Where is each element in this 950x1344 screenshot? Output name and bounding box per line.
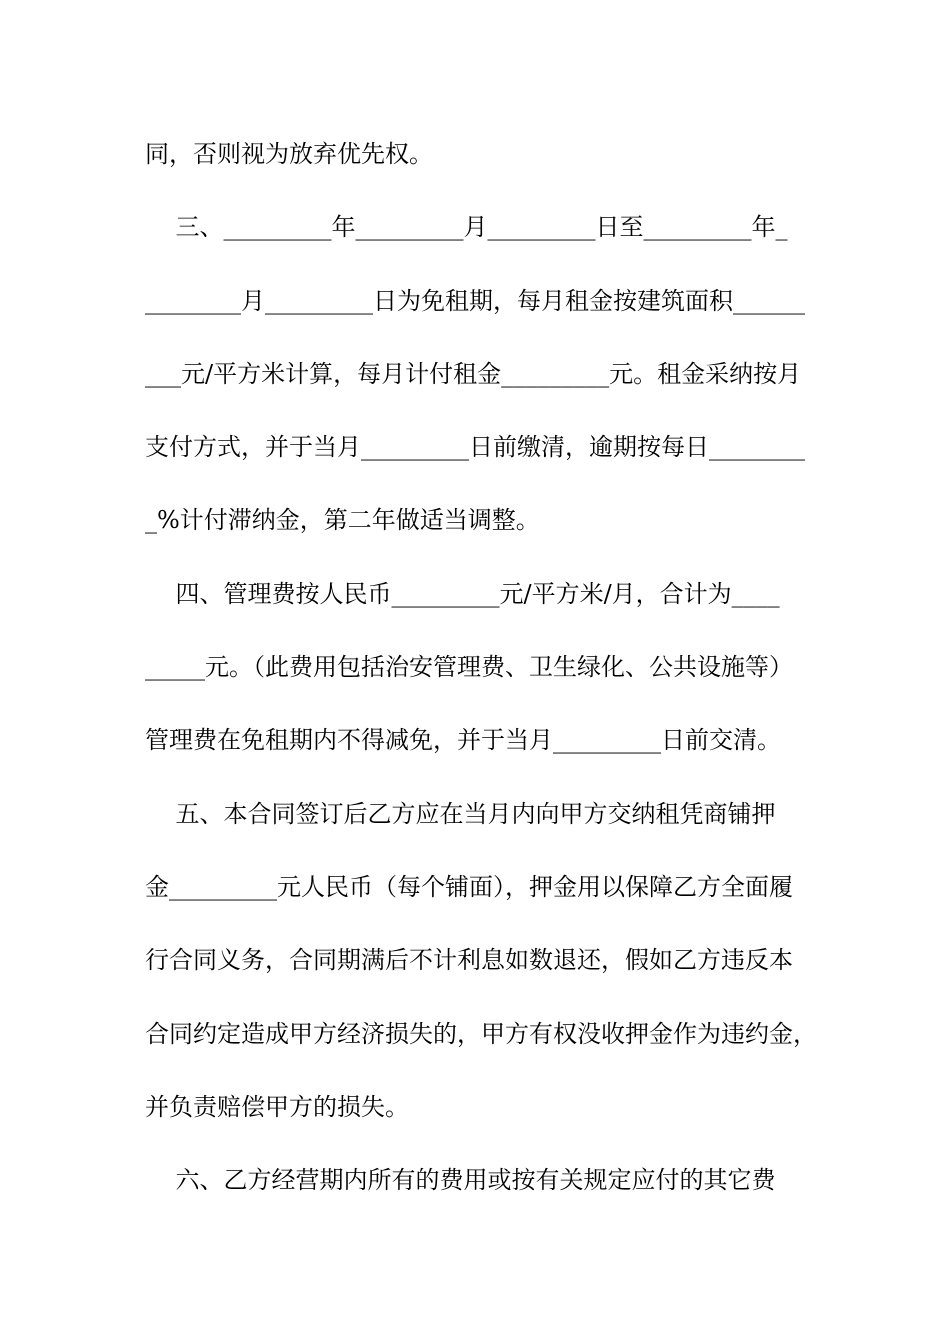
text-line: 五、本合同签订后乙方应在当月内向甲方交纳租凭商铺押 [145,799,776,828]
text-line: 并负责赔偿甲方的损失。 [145,1092,409,1121]
text-line: 支付方式，并于当月_________日前缴清，逾期按每日________ [145,433,805,462]
contract-text [145,122,817,1221]
text-line: 金_________元人民币（每个铺面），押金用以保障乙方全面履 [145,872,793,901]
text-line: _%计付滞纳金，第二年做适当调整。 [145,506,540,535]
text-line: ___元/平方米计算，每月计付租金_________元。租金采纳按月 [145,359,802,388]
text-line: 管理费在免租期内不得减免，并于当月_________日前交清。 [145,726,781,755]
text-line: 同，否则视为放弃优先权。 [145,140,433,168]
text-line: _____元。（此费用包括治安管理费、卫生绿化、公共设施等） [145,653,793,682]
text-line: ________月_________日为免租期，每月租金按建筑面积______ [145,286,805,315]
text-line: 合同约定造成甲方经济损失的，甲方有权没收押金作为违约金， [145,1019,817,1048]
text-line: 六、乙方经营期内所有的费用或按有关规定应付的其它费 [145,1166,776,1195]
text-line: 三、_________年_________月_________日至_________年_ [145,213,788,242]
text-line: 行合同义务，合同期满后不计利息如数退还，假如乙方违反本 [145,946,793,975]
text-line: 四、管理费按人民币_________元/平方米/月，合计为____ [145,579,780,608]
